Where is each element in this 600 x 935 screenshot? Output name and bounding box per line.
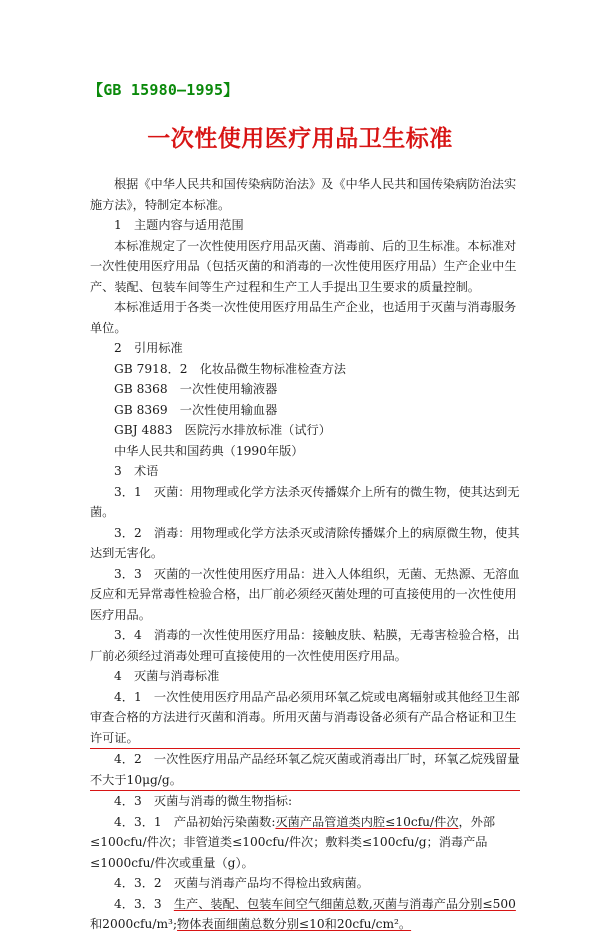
- intro-paragraph: 根据《中华人民共和国传染病防治法》及《中华人民共和国传染病防治法实施方法》，特制定本标准。: [90, 177, 517, 212]
- clause-4-3-1-highlight: 灭菌产品管道类内腔≤10cfu/件次: [275, 814, 459, 829]
- reference-item: 中华人民共和国药典（1990年版）: [114, 443, 304, 458]
- clause-4-3-3: [90, 894, 520, 935]
- clause-4-3: 4．3 灭菌与消毒的微生物指标:: [114, 794, 293, 808]
- term-3-2: 3．2 消毒：用物理或化学方法杀灭或清除传播媒介上的病原微生物，使其达到无害化。: [90, 525, 520, 560]
- term-3-4: 3．4 消毒的一次性使用医疗用品：接触皮肤、粘膜，无毒害检验合格，出厂前必须经过消毒处理可直接使用的一次性使用医疗用品。: [90, 628, 520, 663]
- page-title: 一次性使用医疗用品卫生标准: [147, 125, 453, 152]
- clause-4-3-1-label: 4．3．1 产品初始污染菌数:: [114, 814, 276, 829]
- section-4-heading: 4 灭菌与消毒标准: [114, 669, 220, 683]
- clause-4-3-3-air-unit: 和2000cfu/m³;: [90, 917, 178, 931]
- clause-4-3-3-highlight-surface: 物体表面细菌总数分别≤10和20cfu/cm²。: [177, 917, 412, 931]
- section-2-heading: 2 引用标准: [114, 341, 183, 355]
- reference-item: GBJ 4883 医院污水排放标准（试行）: [114, 423, 331, 437]
- section-1-paragraph-1: 本标准规定了一次性使用医疗用品灭菌、消毒前、后的卫生标准。本标准对一次性使用医疗用品（包括灭菌的和消毒的一次性使用医疗用品）生产企业中生产、装配、包装车间等生产过程和生产工人手提出卫生要求的质量控制。: [90, 238, 517, 294]
- term-3-3: 3．3 灭菌的一次性使用医疗用品：进入人体组织，无菌、无热源、无溶血反应和无异常毒性检验合格，出厂前必须经灭菌处理的可直接使用的一次性使用医疗用品。: [90, 566, 520, 622]
- clause-4-2: [90, 748, 520, 791]
- clause-4-2-number: 4．2: [114, 752, 154, 766]
- clause-4-1: 4．1 一次性使用医疗用品产品必须用环氧乙烷或电离辐射或其他经卫生部审查合格的方法进行灭菌和消毒。所用灭菌与消毒设备必须有产品合格证和卫生许可证。: [90, 689, 520, 745]
- term-3-1: 3．1 灭菌：用物理或化学方法杀灭传播媒介上所有的微生物，使其达到无菌。: [90, 484, 520, 519]
- clause-4-3-1: [90, 812, 520, 874]
- reference-item: GB 8369 一次性使用输血器: [114, 402, 278, 417]
- clause-4-3-3-highlight-air: 生产、装配、包装车间空气细菌总数,灭菌与消毒产品分别≤500: [173, 896, 516, 911]
- clause-4-2-highlight: 一次性医疗用品产品经环氧乙烷灭菌或消毒出厂时，环氧乙烷残留量不大于10μg/g。: [90, 752, 520, 787]
- reference-item: GB 7918．2 化妆品微生物标准检查方法: [114, 361, 346, 376]
- section-1-heading: 1 主题内容与适用范围: [114, 218, 244, 232]
- standard-code: 【GB 15980—1995】: [88, 81, 239, 99]
- clause-4-3-1-rest: ，外部≤100cfu/件次；非管道类≤100cfu/件次；敷料类≤100cfu/g；消毒产品≤1000cfu/件次或重量（g）。: [90, 814, 496, 870]
- section-1-paragraph-2: 本标准适用于各类一次性使用医疗用品生产企业，也适用于灭菌与消毒服务单位。: [90, 300, 517, 335]
- document-body: [90, 174, 520, 935]
- clause-4-3-2: 4．3．2 灭菌与消毒产品均不得检出致病菌。: [114, 876, 369, 890]
- clause-4-3-3-number: 4．3．3: [114, 896, 174, 911]
- section-3-heading: 3 术语: [114, 464, 159, 478]
- reference-item: GB 8368 一次性使用输液器: [114, 382, 278, 396]
